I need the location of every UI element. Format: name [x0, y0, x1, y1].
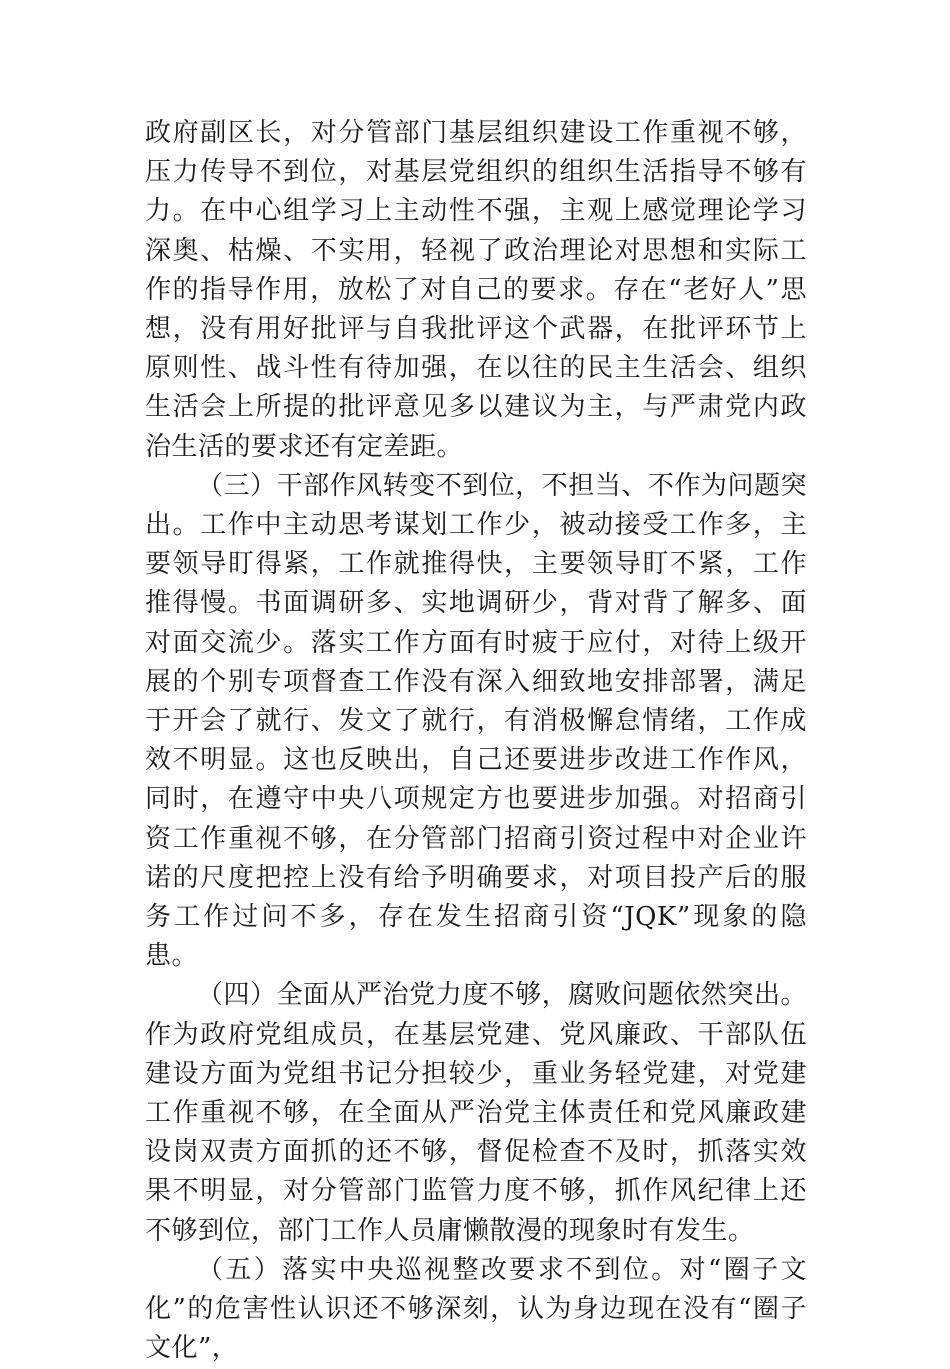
paragraph-section-four: （四）全面从严治党力度不够，腐败问题依然突出。作为政府党组成员，在基层党建、党风廉政、干部队伍建设方面为党组书记分担较少，重业务轻党建，对党建工作重视不够，在全面从严治党主体责任和党风廉政建设岗双责方面抓的还不够，督促检查不及时，抓落实效果不明显，对分管部门监管力度不够，抓作风纪律上还不够到位，部门工作人员庸懒散漫的现象时有发生。 [145, 980, 807, 1246]
paragraph-section-three: （三）干部作风转变不到位，不担当、不作为问题突出。工作中主动思考谋划工作少，被动接受工作多，主要领导盯得紧，工作就推得快，主要领导盯不紧，工作推得慢。书面调研多、实地调研少，背对背了解多、面对面交流少。落实工作方面有时疲于应付，对待上级开展的个别专项督查工作没有深入细致地安排部署，满足于开会了就行、发文了就行，有消极懈怠情绪，工作成效不明显。这也反映出，自己还要进步改进工作作风，同时，在遵守中央八项规定方也要进步加强。对招商引资工作重视不够，在分管部门招商引资过程中对企业许诺的尺度把控上没有给予明确要求，对项目投产后的服务工作过问不多，存在发生招商引资“JQK”现象的隐患。 [145, 470, 807, 972]
paragraph-continuation: 政府副区长，对分管部门基层组织建设工作重视不够，压力传导不到位，对基层党组织的组织生活指导不够有力。在中心组学习上主动性不强，主观上感觉理论学习深奥、枯燥、不实用，轻视了政治理论对思想和实际工作的指导作用，放松了对自己的要求。存在“老好人”思想，没有用好批评与自我批评这个武器，在批评环节上原则性、战斗性有待加强，在以往的民主生活会、组织生活会上所提的批评意见多以建议为主，与严肃党内政治生活的要求还有定差距。 [145, 118, 807, 462]
document-body [145, 114, 807, 1369]
paragraph-section-five: （五）落实中央巡视整改要求不到位。对“圈子文化”的危害性认识还不够深刻，认为身边现在没有“圈子文化”， [145, 1254, 807, 1364]
